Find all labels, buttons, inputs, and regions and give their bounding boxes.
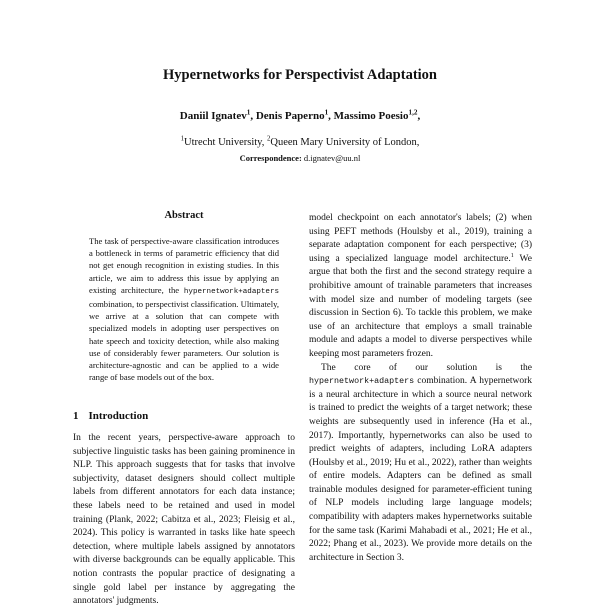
author-separator: , <box>328 110 334 122</box>
author-name: Denis Paperno <box>255 110 325 122</box>
section-introduction-heading <box>73 410 148 422</box>
paragraph-text-part: combination. A hypernetwork is a neural architecture in which a source neural network is trained to predict the weights of a target network; these weights are subsequently used in inference (Ha et al., 2017). Importantly, hypernetworks can also be used to predict weights of adapters, including LoRA adapters (Houlsby et al., 2019; Hu et al., 2022), rather than weights of entire models. Adapters can be defined as small trainable modules designed for parameter-efficient tuning of NLP models including large language models; compatibility with adapters makes hypernetworks suitable for the same task (Karimi Mahabadi et al., 2021; He et al., 2022; Phang et al., 2023). We provide more details on the architecture in Section 3. <box>309 376 532 563</box>
affiliation-qmul: Queen Mary University of London, <box>270 137 420 148</box>
affil-mark: 2 <box>267 135 271 143</box>
introduction-paragraph: In the recent years, perspective-aware approach to subjective linguistic tasks has been gaining prominence in NLP. This approach suggests that for tasks that involve subjectivity, dataset designers should collect multiple labels from different annotators for each data instance; these labels need to be retained and used in model training (Plank, 2022; Cabitza et al., 2023; Fleisig et al., 2024). This policy is warranted in tasks like hate speech detection, where multiple labels assigned by annotators with diverse backgrounds can be equally applicable. This notion contrasts the popular practice of designating a single gold label per instance by aggregating the annotators' judgments. <box>73 433 295 607</box>
author-affil-mark: 1 <box>246 108 251 117</box>
right-column <box>309 212 532 565</box>
paragraph-text-part: The core of our solution is the <box>321 362 532 373</box>
section-title: Introduction <box>88 410 149 422</box>
author-separator: , <box>250 110 256 122</box>
code-term: hypernetwork+adapters <box>309 376 415 387</box>
footnote-marker[interactable]: 1 <box>510 252 514 259</box>
author-list <box>0 110 600 122</box>
section-number: 1 <box>73 410 79 422</box>
right-paragraph-1 <box>309 212 532 362</box>
abstract-text <box>89 235 279 383</box>
author-separator: , <box>417 110 421 122</box>
paper-title: Hypernetworks for Perspectivist Adaptation <box>163 67 437 83</box>
abstract-code-term: hypernetwork+adapters <box>183 287 279 296</box>
abstract-text-part: combination, to perspectivist classification. Ultimately, we arrive at a solution that can compete with specialized models in adopting user perspectives on hate speech and toxicity detection, while also making use of considerably fewer parameters. Our solution is architecture-agnostic and can be applied to a wide range of base models out of the box. <box>89 299 279 383</box>
abstract-text-part: The task of perspective-aware classification introduces a bottleneck in terms of parametric efficiency that did not get enough recognition in existing studies. In this article, we aim to address this issue by applying an existing architecture, the <box>89 236 279 295</box>
author-name: Daniil Ignatev <box>179 110 247 122</box>
affiliation-utrecht: Utrecht University, <box>183 137 267 148</box>
paragraph-text-part: We argue that both the first and the second strategy require a prohibitive amount of trainable parameters that increases with model size and number of modeling targets (see discussion in Section 6). To tackle this problem, we make use of an architecture that employs a small trainable module and adapts a model to diverse perspectives while keeping most parameters frozen. <box>309 253 532 359</box>
correspondence <box>0 153 600 163</box>
paragraph-text-part: model checkpoint on each annotator's labels; (2) when using PEFT methods (Houlsby et al., 2019), training a separate adaptation component for each perspective; (3) using a specialized language model architecture. <box>309 213 532 264</box>
author-affil-mark: 1 <box>324 108 329 117</box>
correspondence-email[interactable]: d.ignatev@uu.nl <box>303 153 361 163</box>
affil-mark: 1 <box>180 135 184 143</box>
abstract-heading: Abstract <box>164 210 204 221</box>
affiliations <box>0 137 600 148</box>
author-affil-mark: 1,2 <box>408 108 418 117</box>
correspondence-label: Correspondence: <box>239 153 302 163</box>
right-paragraph-2 <box>309 362 532 566</box>
author-name: Massimo Poesio <box>333 110 409 122</box>
